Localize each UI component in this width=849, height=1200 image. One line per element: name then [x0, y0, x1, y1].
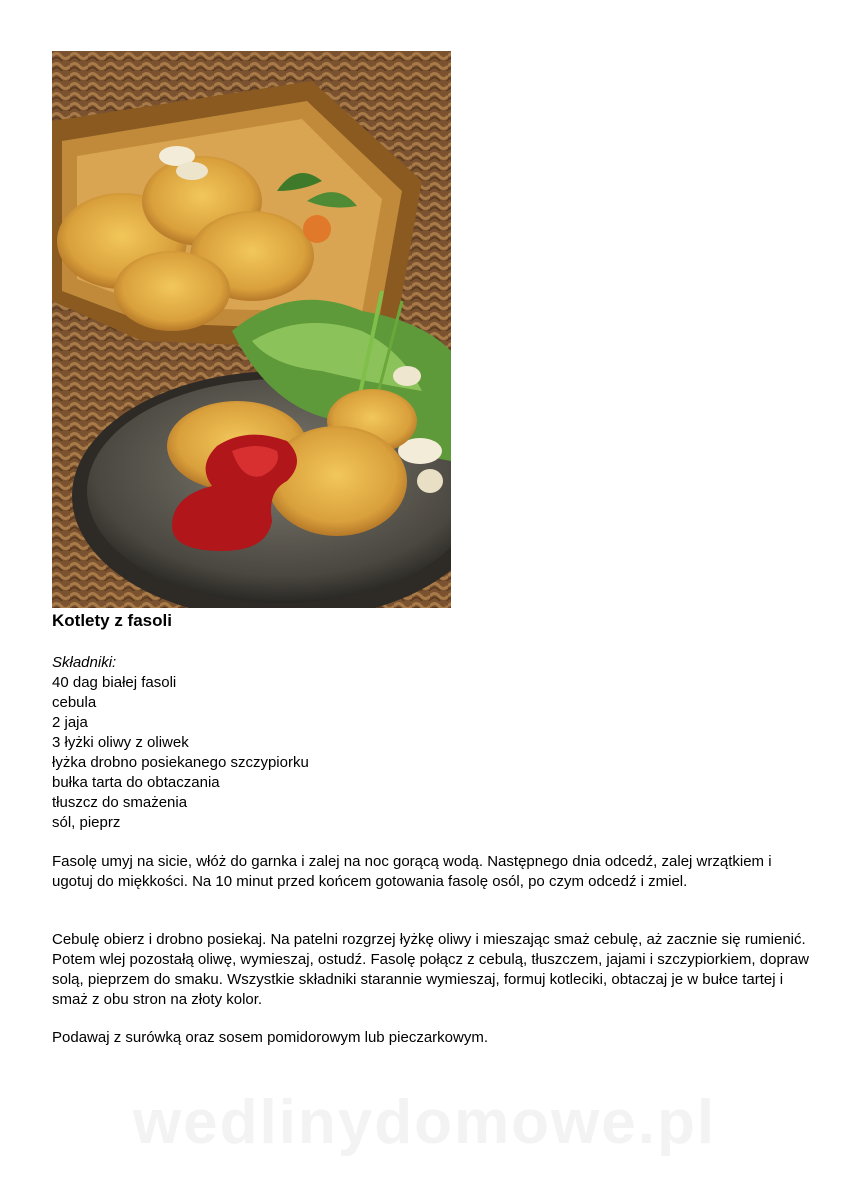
ingredient-item: łyżka drobno posiekanego szczypiorku — [52, 754, 309, 771]
ingredient-item: tłuszcz do smażenia — [52, 794, 188, 811]
ingredients-heading: Składniki: — [52, 654, 117, 671]
instruction-paragraph: Cebulę obierz i drobno posiekaj. Na patelni rozgrzej łyżkę oliwy i mieszając smaż cebulę, aż zacznie się rumienić. Potem wlej pozostałą oliwę, wymieszaj, ostudź. Fasolę połącz z cebulą, tłuszczem, jajami i szczypiorkiem, dopraw solą, pieprzem do smaku. Wszystkie składniki starannie wymieszaj, formuj kotleciki, obtaczaj je w bułce tartej i smaż z obu stron na złoty kolor. — [52, 931, 809, 1008]
ingredient-item: 40 dag białej fasoli — [52, 674, 177, 691]
ingredient-item: sól, pieprz — [52, 814, 121, 831]
ingredient-item: 2 jaja — [52, 714, 88, 731]
ingredients-list — [52, 673, 309, 833]
ingredient-item: 3 łyżki oliwy z oliwek — [52, 734, 189, 751]
serving-paragraph: Podawaj z surówką oraz sosem pomidorowym lub pieczarkowym. — [52, 1029, 488, 1046]
instruction-paragraph: Fasolę umyj na sicie, włóż do garnka i zalej na noc gorącą wodą. Następnego dnia odcedź, zalej wrzątkiem i ugotuj do miękkości. Na 10 minut przed końcem gotowania fasolę osól, po czym odcedź i zmiel. — [52, 853, 772, 890]
ingredient-item: cebula — [52, 694, 97, 711]
watermark: wedlinydomowe.pl — [132, 1088, 717, 1157]
recipe-photo — [52, 51, 451, 608]
ingredient-item: bułka tarta do obtaczania — [52, 774, 220, 791]
recipe-title: Kotlety z fasoli — [52, 611, 172, 630]
